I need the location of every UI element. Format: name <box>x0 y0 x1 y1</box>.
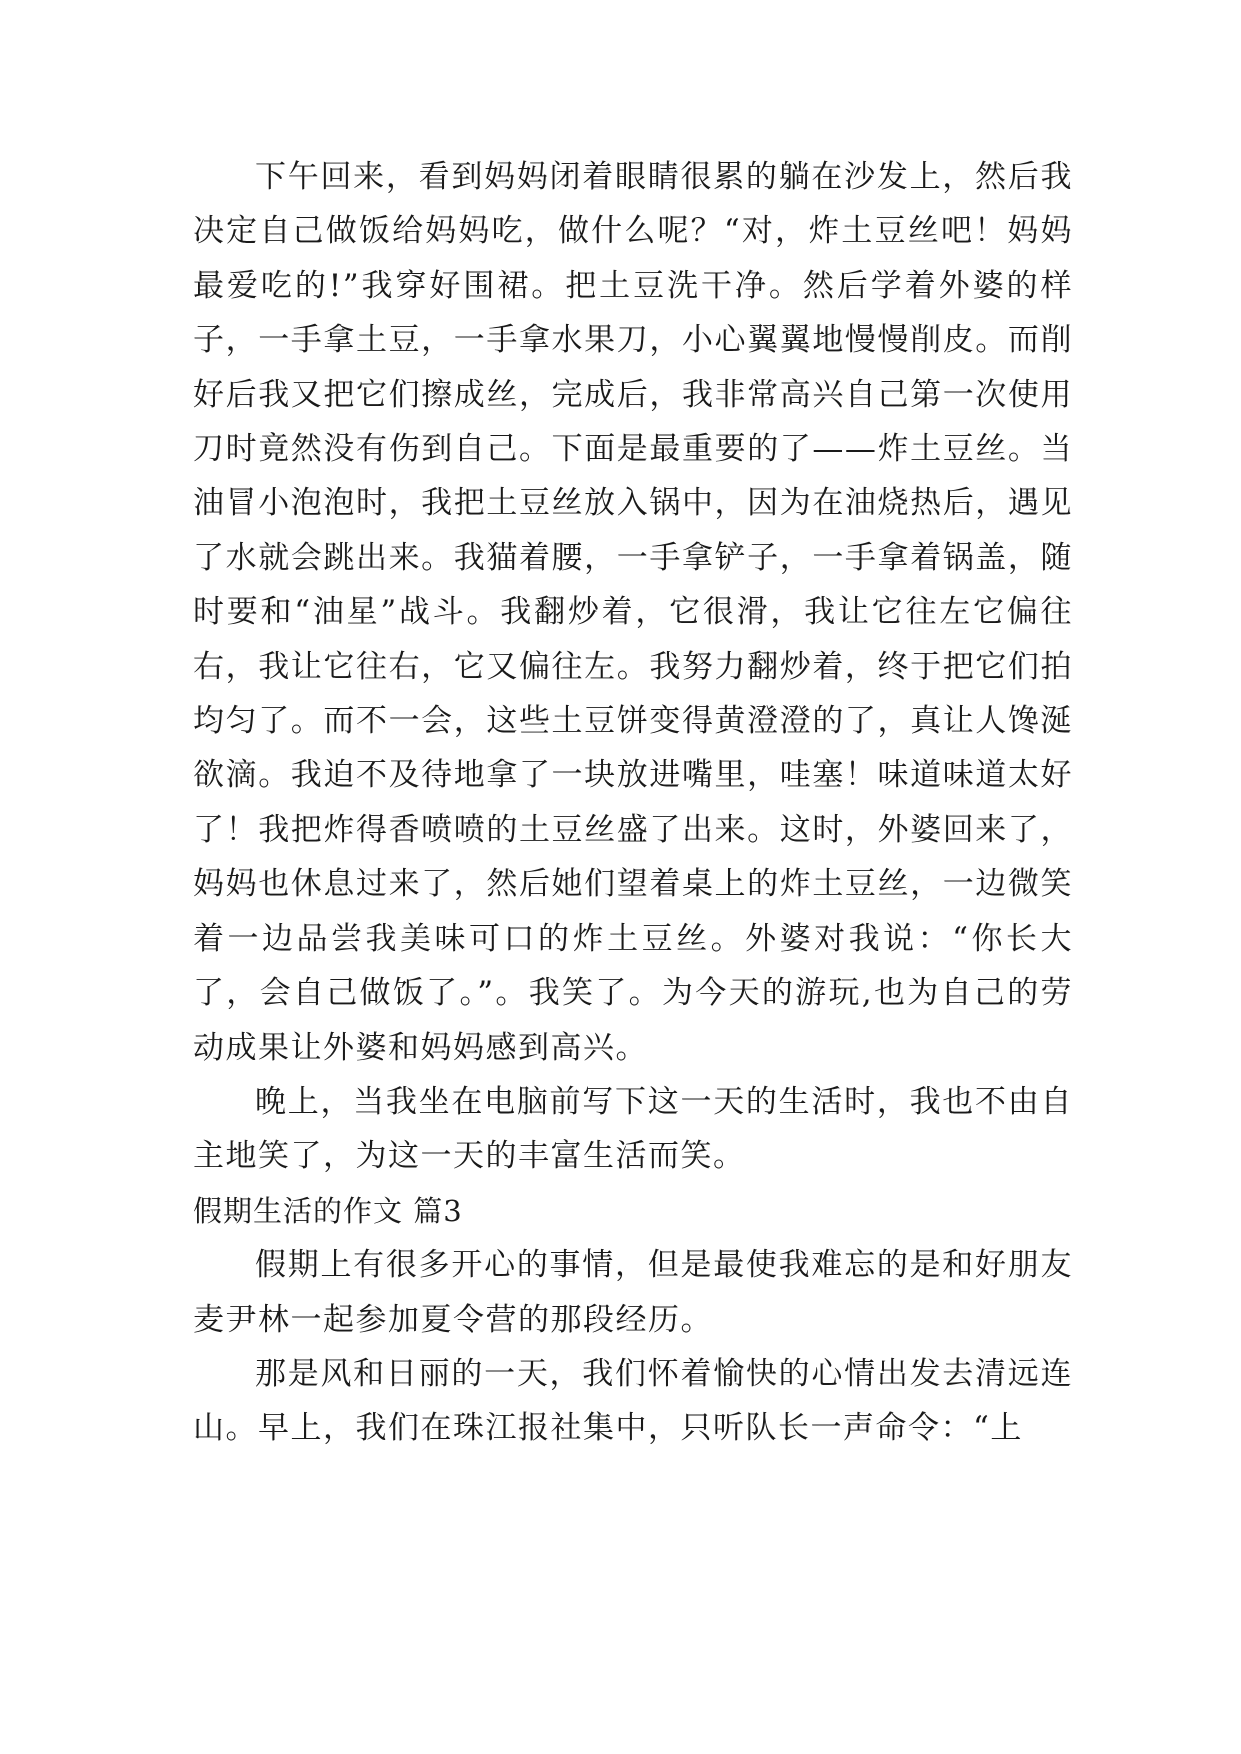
section-heading: 假期生活的作文 篇3 <box>193 1193 463 1228</box>
paragraph-summer-camp-intro: 假期上有很多开心的事情，但是最使我难忘的是和好朋友麦尹林一起参加夏令营的那段经历。 <box>193 1247 1073 1338</box>
paragraph-evening: 晚上，当我坐在电脑前写下这一天的生活时，我也不由自主地笑了，为这一天的丰富生活而笑。 <box>193 1083 1073 1175</box>
paragraph-cooking-potatoes: 下午回来，看到妈妈闭着眼睛很累的躺在沙发上，然后我决定自己做饭给妈妈吃，做什么呢？“对，炸土豆丝吧！妈妈最爱吃的!”我穿好围裙。把土豆洗干净。然后学着外婆的样子，一手拿土豆，一手拿水果刀，小心翼翼地慢慢削皮。而削好后我又把它们擦成丝，完成后，我非常高兴自己第一次使用刀时竟然没有伤到自己。下面是最重要的了——炸土豆丝。当油冒小泡泡时，我把土豆丝放入锅中，因为在油烧热后，遇见了水就会跳出来。我猫着腰，一手拿铲子，一手拿着锅盖，随时要和“油星”战斗。我翻炒着，它很滑，我让它往左它偏往右，我让它往右，它又偏往左。我努力翻炒着，终于把它们拍均匀了。而不一会，这些土豆饼变得黄澄澄的了，真让人馋涎欲滴。我迫不及待地拿了一块放进嘴里，哇塞！味道味道太好了！我把炸得香喷喷的土豆丝盛了出来。这时，外婆回来了，妈妈也休息过来了，然后她们望着桌上的炸土豆丝，一边微笑着一边品尝我美味可口的炸土豆丝。外婆对我说：“你长大了，会自己做饭了。”。我笑了。为今天的游玩,也为自己的劳动成果让外婆和妈妈感到高兴。 <box>193 159 1073 1066</box>
paragraph-departure: 那是风和日丽的一天，我们怀着愉快的心情出发去清远连山。早上，我们在珠江报社集中，只听队长一声命令：“上 <box>193 1355 1073 1447</box>
document-body <box>193 150 1073 1456</box>
